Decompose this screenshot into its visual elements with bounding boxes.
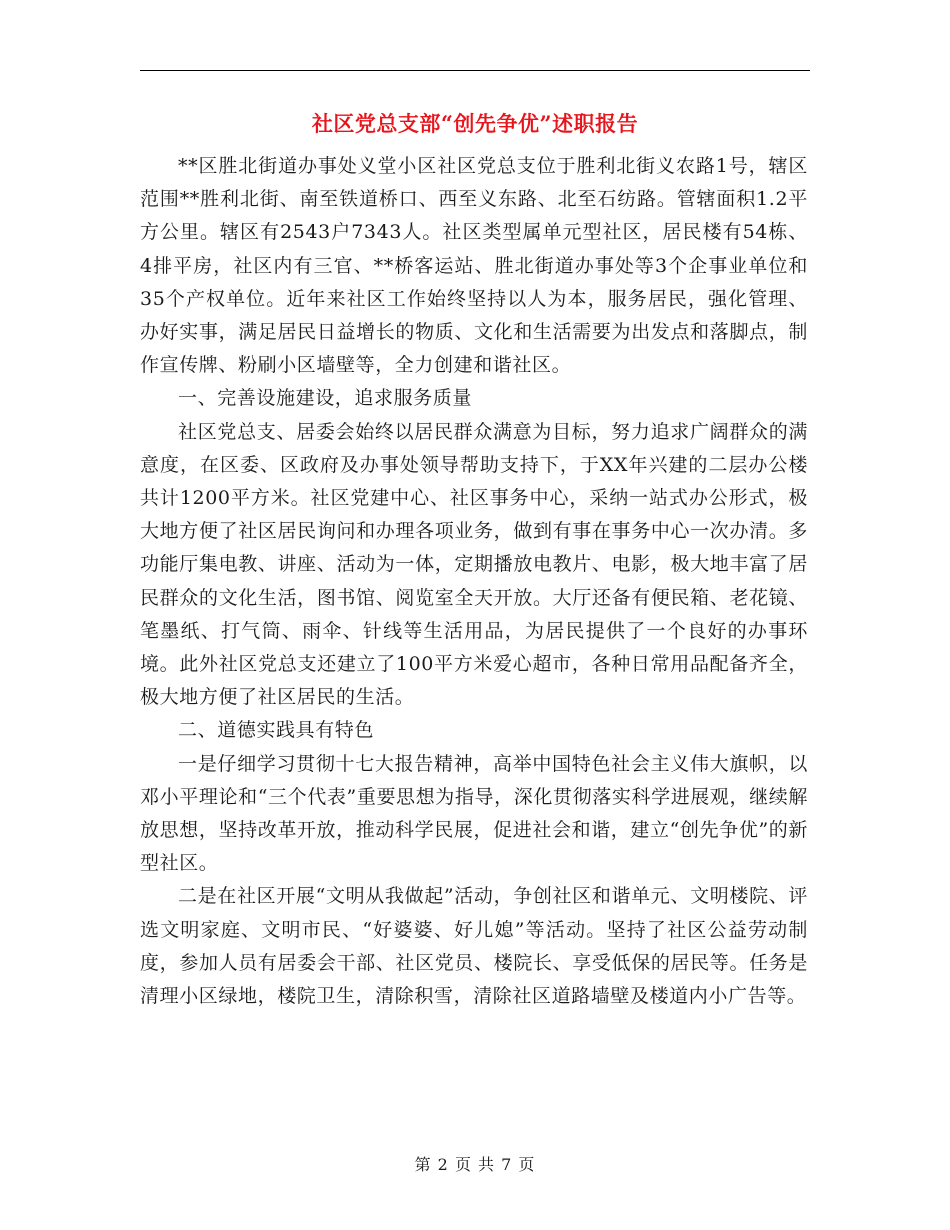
- intro-paragraph: **区胜北街道办事处义堂小区社区党总支位于胜利北街义农路1号，辖区范围**胜利北街、南至铁道桥口、西至义东路、北至石纺路。管辖面积1.2平方公里。辖区有2543户7343人。社区类型属单元型社区，居民楼有54栋、4排平房，社区内有三官、**桥客运站、胜北街道办事处等3个企事业单位和35个产权单位。近年来社区工作始终坚持以人为本，服务居民，强化管理、办好实事，满足居民日益增长的物质、文化和生活需要为出发点和落脚点，制作宣传牌、粉刷小区墙壁等，全力创建和谐社区。: [140, 155, 808, 377]
- section-heading-2: 二、道德实践具有特色: [178, 719, 375, 742]
- document-body: [140, 150, 808, 1013]
- page-number-footer: 第 2 页 共 7 页: [414, 1155, 536, 1174]
- section-1-paragraph: 社区党总支、居委会始终以居民群众满意为目标，努力追求广阔群众的满意度，在区委、区政府及办事处领导帮助支持下，于XX年兴建的二层办公楼共计1200平方米。社区党建中心、社区事务中心，采纳一站式办公形式，极大地方便了社区居民询问和办理各项业务，做到有事在事务中心一次办清。多功能厅集电教、讲座、活动为一体，定期播放电教片、电影，极大地丰富了居民群众的文化生活，图书馆、阅览室全天开放。大厅还备有便民箱、老花镜、笔墨纸、打气筒、雨伞、针线等生活用品，为居民提供了一个良好的办事环境。此外社区党总支还建立了100平方米爱心超市，各种日常用品配备齐全，极大地方便了社区居民的生活。: [140, 420, 808, 709]
- header-rule: [140, 70, 810, 71]
- section-heading-1: 一、完善设施建设，追求服务质量: [178, 387, 473, 410]
- section-2-paragraph-2: 二是在社区开展“文明从我做起”活动，争创社区和谐单元、文明楼院、评选文明家庭、文明市民、“好婆婆、好儿媳”等活动。坚持了社区公益劳动制度，参加人员有居委会干部、社区党员、楼院长、享受低保的居民等。任务是清理小区绿地，楼院卫生，清除积雪，清除社区道路墙壁及楼道内小广告等。: [140, 885, 808, 1008]
- document-title: 社区党总支部“创先争优”述职报告: [311, 111, 639, 136]
- section-2-paragraph-1: 一是仔细学习贯彻十七大报告精神，高举中国特色社会主义伟大旗帜，以邓小平理论和“三个代表”重要思想为指导，深化贯彻落实科学进展观，继续解放思想，坚持改革开放，推动科学民展，促进社会和谐，建立“创先争优”的新型社区。: [140, 752, 808, 875]
